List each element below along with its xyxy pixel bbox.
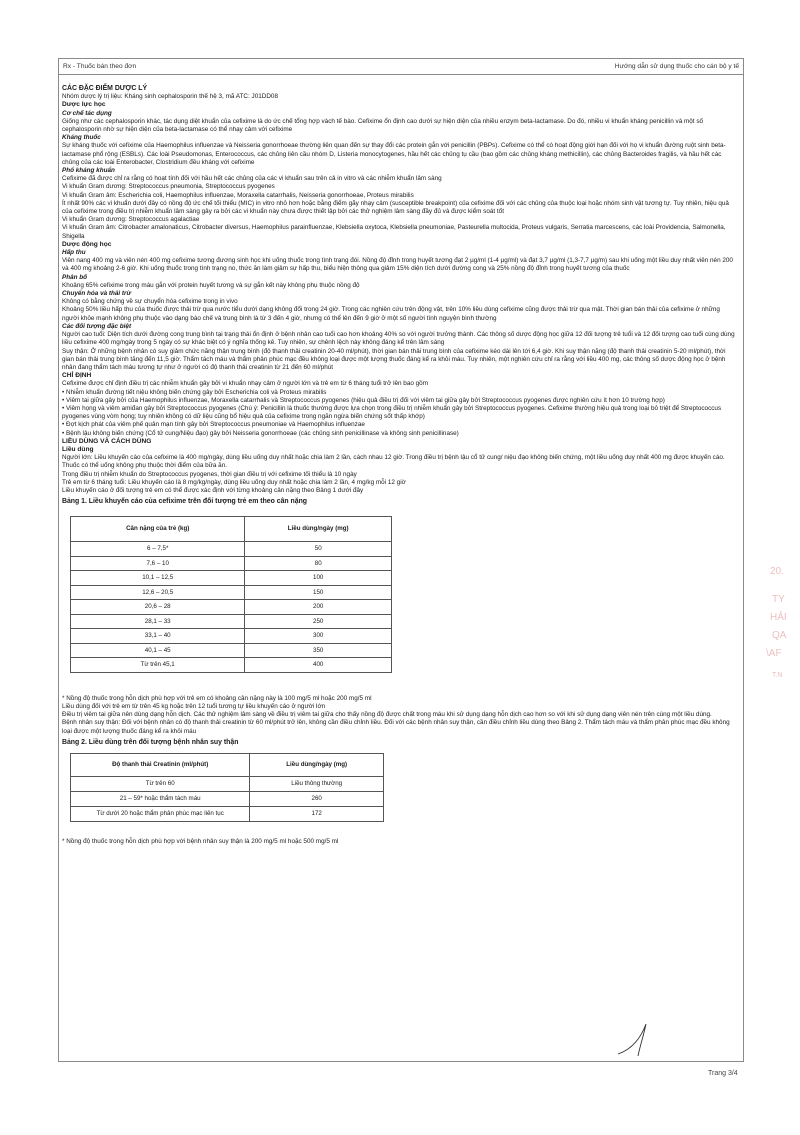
table-row — [71, 542, 392, 557]
table-cell: 33,1 – 40 — [71, 629, 245, 644]
table-cell: 400 — [245, 658, 392, 673]
table-cell: 6 – 7,5* — [71, 542, 245, 557]
section-heading: LIỀU DÙNG VÀ CÁCH DÙNG — [62, 437, 152, 445]
paragraph: Khoảng 65% cefixime trong máu gắn với protein huyết tương và sự gắn kết này không phụ thuộc nồng độ — [62, 281, 360, 289]
section-heading: CÁC ĐẶC ĐIỂM DƯỢC LÝ — [62, 85, 148, 92]
paragraph: Khoảng 50% liều hấp thu của thuốc được thải trừ qua nước tiểu dưới dạng không đổi trong 24 giờ. Trong các nghiên cứu trên động vật, trên 10% liều dùng cefixime cũng được thải trừ qua mật. Thời gian bán thải của cefixime ở những người khỏe mạnh không phụ thuộc vào dạng bào chế và trung bình là từ 3 đến 4 giờ, nhưng có thể lên đến 9 giờ ở một số người tình nguyện bình thường — [62, 306, 720, 322]
paragraph: • Đợt kịch phát của viêm phế quản mạn tính gây bởi Streptococcus pneumoniae và Haemophilus influenzae — [62, 421, 365, 429]
paragraph: Người lớn: Liều khuyến cáo của cefixime là 400 mg/ngày, dùng liều uống duy nhất hoặc chia làm 2 lần, cách nhau 12 giờ. Trong điều trị bệnh lậu cổ tử cung/ niệu đạo không biến chứng, một liều uống duy nhất 400 mg được khuyến cáo. Thuốc có thể uống không phụ thuộc thời điểm của bữa ăn. — [62, 454, 725, 470]
section-heading: Kháng thuốc — [62, 134, 101, 142]
table-cell: 28,1 – 33 — [71, 614, 245, 629]
paragraph: • Viêm họng và viêm amiđan gây bởi Streptococcus pyogenes (Chú ý: Penicillin là thuốc thường được lựa chọn trong điều trị nhiễm khuẩn gây bởi Streptococcus pyogenes. Cefixime thường hiệu quả trong loại bỏ triệt để Streptococcus pyogenes vùng vòm họng; tuy nhiên không có dữ liệu cũng bổ hiệu quả của cefixime trong ngăn ngừa biến chứng sốt thấp khớp) — [62, 404, 722, 421]
stamp-fragment: HẢI — [770, 612, 787, 623]
table-row — [71, 585, 392, 600]
table-row — [71, 614, 392, 629]
table-cell: 300 — [245, 629, 392, 644]
paragraph: Vi khuẩn Gram âm: Escherichia coli, Haemophilus influenzae, Moraxella catarrhalis, Neisseria gonorrhoeae, Proteus mirabilis — [62, 191, 414, 199]
header-left: Rx - Thuốc bán theo đơn — [63, 63, 137, 70]
table-cell: 172 — [250, 807, 384, 822]
paragraph: Vi khuẩn Gram dương: Streptococcus agalactiae — [62, 216, 200, 224]
note-paragraph: Điều trị viêm tai giữa nên dùng dạng hỗn dịch. Các thử nghiệm lâm sàng về điều trị viêm tai giữa cho thấy nồng độ được chất trong máu khi sử dụng dạng hỗn dịch cao hơn so với khi sử dụng dạng viên nén trên cùng một liều dùng. — [62, 711, 712, 719]
paragraph: • Viêm tai giữa gây bởi của Haemophilus influenzae, Moraxella catarrhalis và Streptococcus pyogenes (hiệu quả điều trị đối với viêm tai giữa gây bởi Streptococcus pyogenes được nghiên cứu ít hơn 10 trường hợp) — [62, 396, 665, 404]
stamp-fragment: 20. — [770, 566, 784, 577]
table-cell: 21 – 59* hoặc thẩm tách máu — [71, 792, 250, 807]
paragraph: Cefixime đã được chỉ ra rằng có hoạt tính đối với hầu hết các chủng của các vi khuẩn sau trên cả in vitro và các nhiễm khuẩn lâm sàng — [62, 175, 442, 183]
paragraph: Suy thận: Ở những bệnh nhân có suy giảm chức năng thận trung bình (độ thanh thải creatinin 20-40 ml/phút), thời gian bán thải trung bình của cefixime kéo dài lên tới 6,4 giờ. Khi suy thận nặng (độ thanh thải creatinin 5-20 ml/phút), thời gian bán thải trung bình tăng đến 11,5 giờ. Thẩm tách máu và thẩm phân phúc mạc đều không loại được một lượng thuốc đáng kể ra khỏi máu. Tuy nhiên, một nghiên cứu chỉ ra rằng với liều 400 mg, các thông số dược động học ở bệnh nhân đang thẩm tách máu tương tự như ở người có độ thanh thải creatinin từ 21 đến 60 ml/phút — [62, 347, 726, 371]
paragraph: Cefixime được chỉ định điều trị các nhiễm khuẩn gây bởi vi khuẩn nhạy cảm ở người lớn và trẻ em từ 6 tháng tuổi trở lên bao gồm — [62, 380, 428, 388]
paragraph: • Bệnh lậu không biến chứng (Cổ tử cung/Niệu đạo) gây bởi Neisseria gonorrhoeae (các chủng sinh penicillinase và không sinh penicillinase) — [62, 429, 459, 437]
note-paragraph: * Nồng độ thuốc trong hỗn dịch phù hợp với bệnh nhân suy thận là 200 mg/5 ml hoặc 500 mg/5 ml — [62, 838, 339, 846]
paragraph: • Nhiễm khuẩn đường tiết niệu không biến chứng gây bởi Escherichia coli và Proteus mirabilis — [62, 388, 327, 396]
page-number: Trang 3/4 — [708, 1070, 738, 1077]
section-heading: Phổ kháng khuẩn — [62, 167, 115, 175]
stamp-fragment: T.N — [772, 672, 783, 679]
table-row — [71, 658, 392, 673]
paragraph: Người cao tuổi: Diện tích dưới đường cong trung bình tại trạng thái ổn định ở bệnh nhân cao tuổi cao hơn khoảng 40% so với người trưởng thành. Các thông số dược động học giữa 12 đối tượng trẻ tuổi và 12 đối tượng cao tuổi cùng dùng liều cefixime 400 mg/ngày trong 5 ngày có sự khác biệt có ý nghĩa thống kê. Tuy nhiên, sự chênh lệch này không đáng kể trên lâm sàng — [62, 331, 735, 347]
section-heading: Dược động học — [62, 240, 112, 248]
section-heading: Hấp thu — [62, 249, 86, 257]
table1-title: Bảng 1. Liều khuyến cáo của cefixime trên đối tượng trẻ em theo cân nặng — [62, 498, 307, 506]
table-row — [71, 777, 384, 792]
table-row — [71, 571, 392, 586]
section-heading: Liều dùng — [62, 445, 94, 453]
paragraph: Liều khuyến cáo ở đối tượng trẻ em có thể được xác định với từng khoảng cân nặng theo Bảng 1 dưới đây — [62, 486, 364, 494]
paragraph: Sự kháng thuốc với cefixime của Haemophilus influenzae và Neisseria gonorrhoeae thường liên quan đến sự thay đổi các protein gắn với penicillin (PBPs). Cefixime có thể có hoạt động giới hạn đối với họ vi khuẩn đường ruột sinh beta-lactamase phổ rộng (ESBLs). Các loài Pseudomonas, Enterococcus, các chủng liên cầu nhóm D, Listeria monocytogenes, hầu hết các chủng tụ cầu (bao gồm các chủng kháng methicillin), các chủng Bacteroides fragilis, và hầu hết các chủng của các loài Enterobacter, Clostridium đều kháng với cefixime — [62, 142, 726, 166]
table-row — [71, 807, 384, 822]
table-cell: 12,6 – 20,5 — [71, 585, 245, 600]
stamp-fragment: TY — [772, 594, 785, 605]
table-row — [71, 643, 392, 658]
section-heading: CHỈ ĐỊNH — [62, 372, 92, 380]
table-cell: 80 — [245, 556, 392, 571]
section-heading: Cơ chế tác dụng — [62, 109, 112, 117]
paragraph: Ít nhất 90% các vi khuẩn dưới đây có nồng độ ức chế tối thiểu (MIC) in vitro nhỏ hơn hoặc bằng điểm gãy nhạy cảm (susceptible breakpoint) của cefixime đối với các chủng của thuộc loại hoặc nhóm sinh vật tương tự. Tuy nhiên, hiệu quả của cefixime trong điều trị nhiễm khuẩn lâm sàng gây ra bởi các vi khuẩn này chưa được thiết lập bởi các thử nghiệm lâm sàng đầy đủ và được kiểm soát tốt — [62, 199, 729, 216]
section-heading: Chuyển hóa và thải trừ — [62, 290, 132, 298]
table-row — [71, 629, 392, 644]
table-cell: 260 — [250, 792, 384, 807]
table-cell: 100 — [245, 571, 392, 586]
column-header: Cân nặng của trẻ (kg) — [71, 517, 245, 542]
table-cell: 200 — [245, 600, 392, 615]
signature-mark — [610, 1020, 660, 1060]
stamp-fragment: QA — [772, 630, 787, 641]
table-row — [71, 792, 384, 807]
section-heading: Phân bố — [62, 273, 88, 281]
paragraph: Trẻ em từ 6 tháng tuổi: Liều khuyến cáo là 8 mg/kg/ngày, dùng liều uống duy nhất hoặc chia làm 2 lần, 4 mg/kg mỗi 12 giờ — [62, 478, 406, 486]
table-cell: 50 — [245, 542, 392, 557]
table-cell: Từ dưới 20 hoặc thẩm phân phúc mạc liên tục — [71, 807, 250, 822]
header-right: Hướng dẫn sử dụng thuốc cho cán bộ y tế — [614, 63, 739, 70]
paragraph: Trong điều trị nhiễm khuẩn do Streptococcus pyogenes, thời gian điều trị với cefixime tối thiểu là 10 ngày — [62, 470, 357, 478]
paragraph: Vi khuẩn Gram âm: Citrobacter amalonaticus, Citrobacter diversus, Haemophilus parainfluenzae, Klebsiella oxytoca, Klebsiella pneumoniae, Pasteurella multocida, Proteus vulgaris, Serratia marcescens, các loài Providencia, Salmonella, Shigella — [62, 224, 726, 240]
table-cell: 40,1 – 45 — [71, 643, 245, 658]
table-cell: 150 — [245, 585, 392, 600]
stamp-fragment: \AF — [766, 648, 782, 659]
table-cell: 350 — [245, 643, 392, 658]
paragraph: Giống như các cephalosporin khác, tác dụng diệt khuẩn của cefixime là do ức chế tổng hợp vách tế bào. Cefixime ổn định cao dưới sự hiện diện của nhiều enzym beta-lactamase. Do đó, nhiều vi khuẩn kháng penicillin và một số cephalosporin nhờ sự hiện diện của beta-lactamase có thể nhạy cảm với cefixime — [62, 117, 704, 134]
table-cell: 7,6 – 10 — [71, 556, 245, 571]
section-heading: Các đối tượng đặc biệt — [62, 322, 132, 330]
note-paragraph: Liều dùng đối với trẻ em từ trên 45 kg hoặc trên 12 tuổi tương tự liều khuyến cáo ở người lớn — [62, 703, 326, 711]
paragraph: Không có bằng chứng về sự chuyển hóa cefixime trong in vivo — [62, 298, 238, 306]
paragraph: Nhóm dược lý trị liệu: Kháng sinh cephalosporin thế hệ 3, mã ATC: J01DD08 — [62, 93, 278, 101]
table-cell: Từ trên 45,1 — [71, 658, 245, 673]
table-cell: Liều thông thường — [250, 777, 384, 792]
column-header: Liều dùng/ngày (mg) — [245, 517, 392, 542]
page-frame — [58, 58, 744, 1062]
table2-title: Bảng 2. Liều dùng trên đối tượng bệnh nhân suy thận — [62, 738, 239, 746]
paragraph: Vi khuẩn Gram dương: Streptococcus pneumonia, Streptococcus pyogenes — [62, 183, 275, 191]
dosage-by-weight-table — [70, 516, 392, 673]
header-divider — [59, 74, 743, 75]
table-row — [71, 556, 392, 571]
table-cell: 20,6 – 28 — [71, 600, 245, 615]
document-body — [62, 85, 735, 846]
column-header: Liều dùng/ngày (mg) — [250, 754, 384, 777]
table-cell: 250 — [245, 614, 392, 629]
note-paragraph: Bệnh nhân suy thận: Đối với bệnh nhân có độ thanh thải creatinin từ 60 ml/phút trở lên, không cần điều chỉnh liều. Đối với các bệnh nhân suy thận, cần điều chỉnh liều dùng theo Bảng 2. Thẩm tách máu và thẩm phân phúc mạc đều không loại được một lượng thuốc đáng kể ra khỏi máu — [62, 719, 730, 735]
note-paragraph: * Nồng độ thuốc trong hỗn dịch phù hợp với trẻ em có khoảng cân nặng này là 100 mg/5 ml hoặc 200 mg/5 ml — [62, 694, 372, 702]
table-row — [71, 600, 392, 615]
renal-dosage-table — [70, 753, 384, 822]
paragraph: Viên nang 400 mg và viên nén 400 mg cefixime tương đương sinh học khi uống thuốc trong tình trạng đói. Nồng độ đỉnh trong huyết tương đạt 2 µg/ml (1-4 µg/ml) và đạt 3,7 µg/ml (1,3-7,7 µg/m) sau khi uống một liều duy nhất viên nén 200 và 400 mg khoảng 2-6 giờ. Khi uống thuốc trong tình trạng no, thức ăn làm giảm sự hấp thu, biểu hiện thông qua giảm 15% diện tích dưới đường cong và 25% nồng độ đỉnh trong huyết tương của thuốc — [62, 257, 733, 273]
section-heading: Dược lực học — [62, 101, 106, 109]
column-header: Độ thanh thải Creatinin (ml/phút) — [71, 754, 250, 777]
table-cell: Từ trên 60 — [71, 777, 250, 792]
table-cell: 10,1 – 12,5 — [71, 571, 245, 586]
